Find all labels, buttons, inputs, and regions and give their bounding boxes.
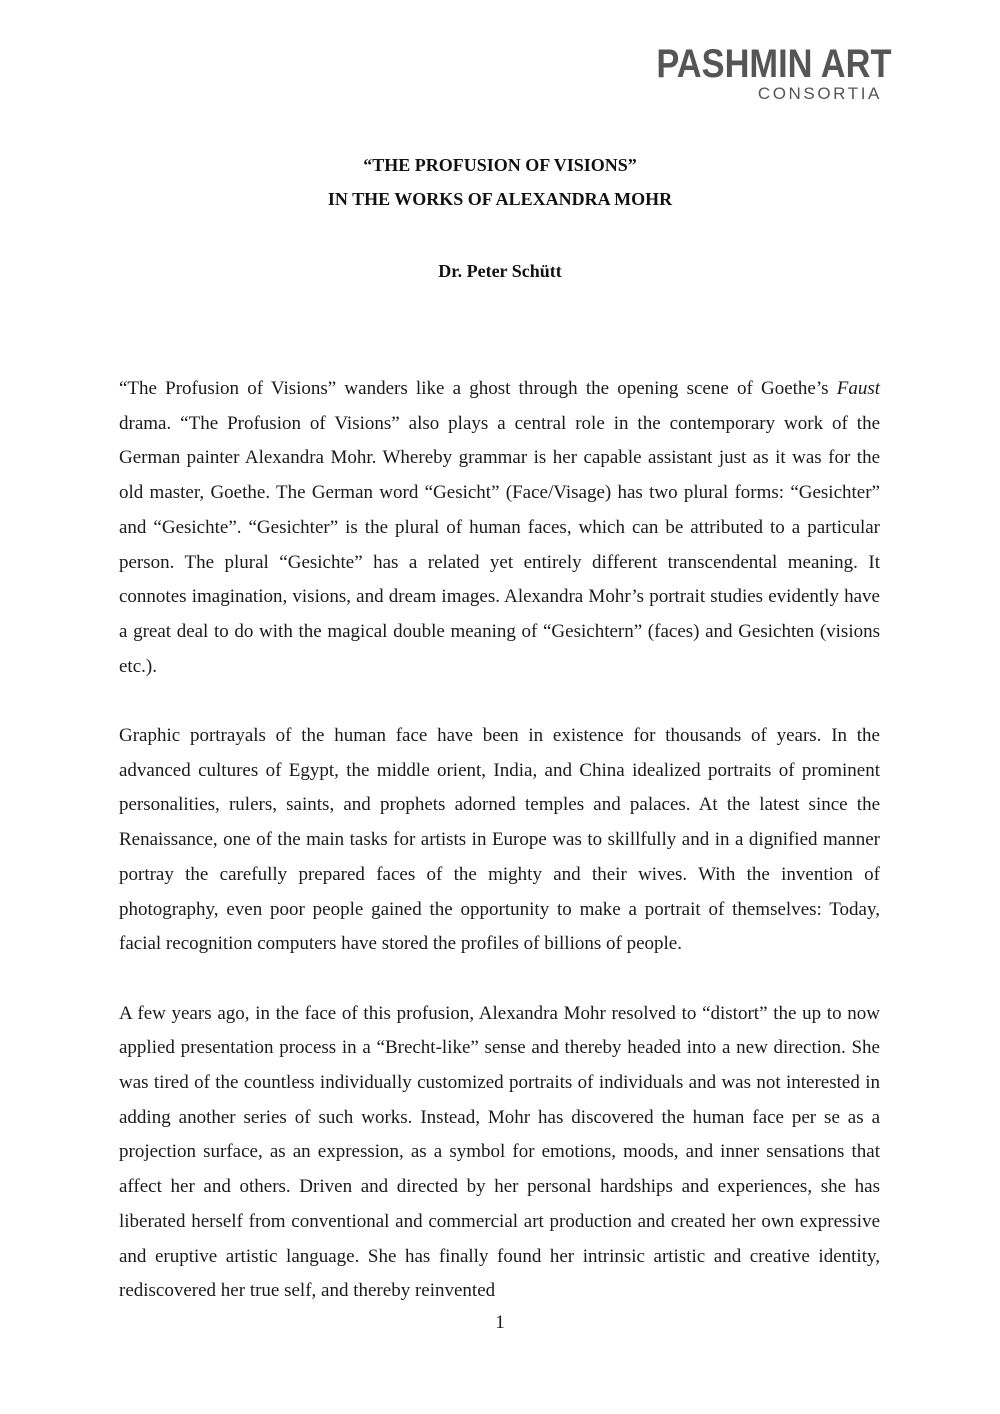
paragraph-2: Graphic portrayals of the human face have been in existence for thousands of years. In the advanced cultures of Egypt, the middle orient, India, and China idealized portraits of prominent personalities, rulers, saints, and prophets adorned temples and palaces. At the latest since the Renaissance, one of the main tasks for artists in Europe was to skillfully and in a dignified manner portray the carefully prepared faces of the mighty and their wives. With the invention of photography, even poor people gained the opportunity to make a portrait of themselves: Today, facial recognition computers have stored the profiles of billions of people. <box>119 725 880 955</box>
document-title-line-1: “THE PROFUSION OF VISIONS” <box>363 155 637 175</box>
paragraph-1-text-end: drama. “The Profusion of Visions” also plays a central role in the contemporary work of the German painter Alexandra Mohr. Whereby grammar is her capable assistant just as it was for the old master, Goethe. The German word “Gesicht” (Face/Visage) has two plural forms: “Gesichter” and “Gesichte”. “Gesichter” is the plural of human faces, which can be attributed to a particular person. The plural “Gesichte” has a related yet entirely different transcendental meaning. It connotes imagination, visions, and dream images. Alexandra Mohr’s portrait studies evidently have a great deal to do with the magical double meaning of “Gesichtern” (faces) and Gesichten (visions etc.). <box>119 412 880 677</box>
page-number: 1 <box>495 1312 505 1333</box>
paragraph-1 <box>119 372 880 684</box>
company-logo <box>620 42 892 103</box>
logo-wordmark: PASHMIN ART <box>656 42 892 86</box>
document-title-line-2: IN THE WORKS OF ALEXANDRA MOHR <box>327 189 673 209</box>
document-body <box>119 372 880 1344</box>
paragraph-1-italic-title: Faust <box>836 378 880 399</box>
paragraph-1-text-start: “The Profusion of Visions” wanders like a ghost through the opening scene of Goethe’s <box>119 378 837 399</box>
paragraph-3: A few years ago, in the face of this profusion, Alexandra Mohr resolved to “distort” the up to now applied presentation process in a “Brecht-like” sense and thereby headed into a new direction. She was tired of the countless individually customized portraits of individuals and was not interested in adding another series of such works. Instead, Mohr has discovered the human face per se as a projection surface, as an expression, as a symbol for emotions, moods, and inner sensations that affect her and others. Driven and directed by her personal hardships and experiences, she has liberated herself from conventional and commercial art production and created her own expressive and eruptive artistic language. She has finally found her intrinsic artistic and creative identity, rediscovered her true self, and thereby reinvented <box>119 1002 880 1302</box>
author-name: Dr. Peter Schütt <box>438 261 562 281</box>
logo-subtitle: CONSORTIA <box>757 84 882 103</box>
